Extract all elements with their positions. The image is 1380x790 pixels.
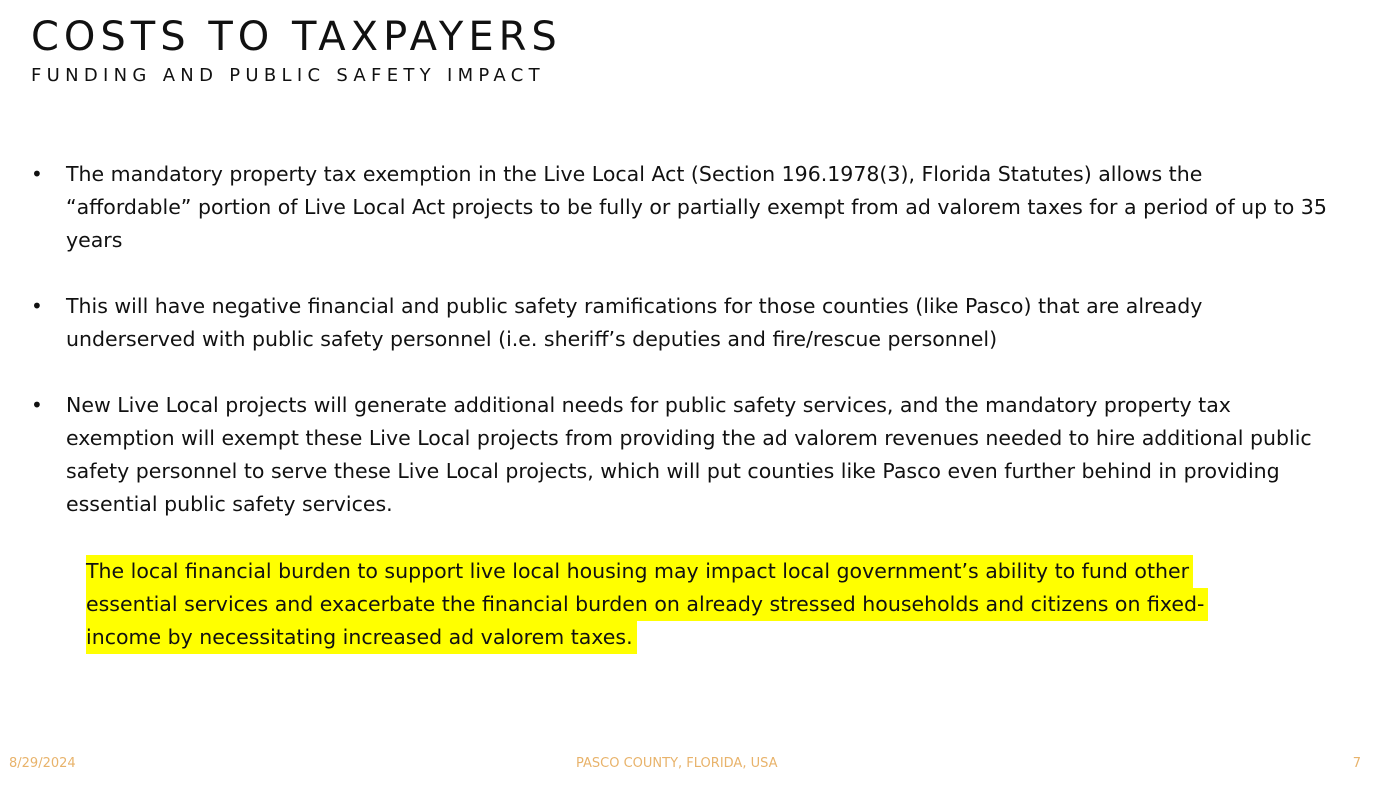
- highlighted-text-line: essential services and exacerbate the financial burden on already stressed households and citizens on fixed-: [86, 588, 1208, 621]
- footer-organization: PASCO COUNTY, FLORIDA, USA: [576, 756, 778, 771]
- slide-title: COSTS TO TAXPAYERS: [31, 14, 562, 60]
- bullet-icon: •: [31, 162, 43, 186]
- slide-subtitle: FUNDING AND PUBLIC SAFETY IMPACT: [31, 65, 545, 86]
- bullet-text: New Live Local projects will generate additional needs for public safety services, and the mandatory property tax exemption will exempt these Live Local projects from providing the ad valorem revenues needed to hire additional public safety personnel to serve these Live Local projects, which will put counties like Pasco even further behind in providing essential public safety services.: [66, 393, 1312, 516]
- bullet-icon: •: [31, 294, 43, 318]
- bullet-item-ramifications: [31, 290, 1331, 356]
- highlighted-text-line: The local financial burden to support live local housing may impact local government’s ability to fund other: [86, 555, 1193, 588]
- footer-date: 8/29/2024: [9, 756, 76, 771]
- bullet-text: This will have negative financial and public safety ramifications for those counties (like Pasco) that are already underserved with public safety personnel (i.e. sheriff’s deputies and fire/rescue personnel): [66, 294, 1203, 351]
- highlighted-text-line: income by necessitating increased ad valorem taxes.: [86, 621, 637, 654]
- bullet-text: The mandatory property tax exemption in the Live Local Act (Section 196.1978(3), Florida Statutes) allows the “affordable” portion of Live Local Act projects to be fully or partially exempt from ad valorem taxes for a period of up to 35 years: [66, 162, 1327, 252]
- bullet-item-public-safety-needs: [31, 389, 1331, 521]
- bullet-item-exemption: [31, 158, 1331, 257]
- bullet-icon: •: [31, 393, 43, 417]
- page-number: 7: [1352, 756, 1361, 771]
- highlighted-callout: [86, 555, 1286, 654]
- bullet-list: [31, 158, 1331, 554]
